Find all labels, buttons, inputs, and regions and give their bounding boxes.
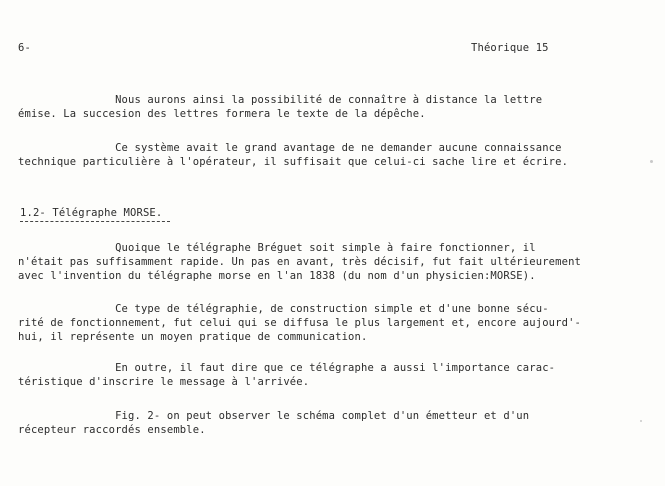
paragraph-6-line-1: Fig. 2- on peut observer le schéma complet d'un émetteur et d'un [18,410,530,422]
paper-speck [640,420,642,422]
paper-speck [650,160,653,163]
paragraph-5-line-2: téristique d'inscrire le message à l'arrivée. [18,376,310,388]
paragraph-1-line-1: Nous aurons ainsi la possibilité de connaître à distance la lettre [18,94,543,106]
paragraph-3-line-2: n'était pas suffisamment rapide. Un pas en avant, très décisif, fut fait ultérieurement [18,256,582,268]
section-title: 1.2- Télégraphe MORSE. [20,207,163,219]
paragraph-3-line-1: Quoique le télégraphe Bréguet soit simple à faire fonctionner, il [18,242,536,254]
paragraph-2-line-2: technique particulière à l'opérateur, il suffisait que celui-ci sache lire et écrire. [18,156,569,168]
paragraph-4-line-2: rité de fonctionnement, fut celui qui se diffusa le plus largement et, encore aujourd'- [18,317,582,329]
paragraph-1-line-2: émise. La succesion des lettres formera le texte de la dépêche. [18,108,426,120]
paragraph-4-line-1: Ce type de télégraphie, de construction simple et d'une bonne sécu- [18,303,549,315]
paragraph-2-line-1: Ce système avait le grand avantage de ne demander aucune connaissance [18,142,562,154]
section-reference: Théorique 15 [471,42,549,54]
page-number: 6- [18,42,31,54]
section-title-underline [20,221,170,222]
paragraph-3-line-3: avec l'invention du télégraphe morse en l'an 1838 (du nom d'un physicien:MORSE). [18,270,536,282]
paragraph-6-line-2: récepteur raccordés ensemble. [18,424,206,436]
paragraph-5-line-1: En outre, il faut dire que ce télégraphe a aussi l'importance carac- [18,362,556,374]
paragraph-4-line-3: hui, il représente un moyen pratique de communication. [18,331,368,343]
